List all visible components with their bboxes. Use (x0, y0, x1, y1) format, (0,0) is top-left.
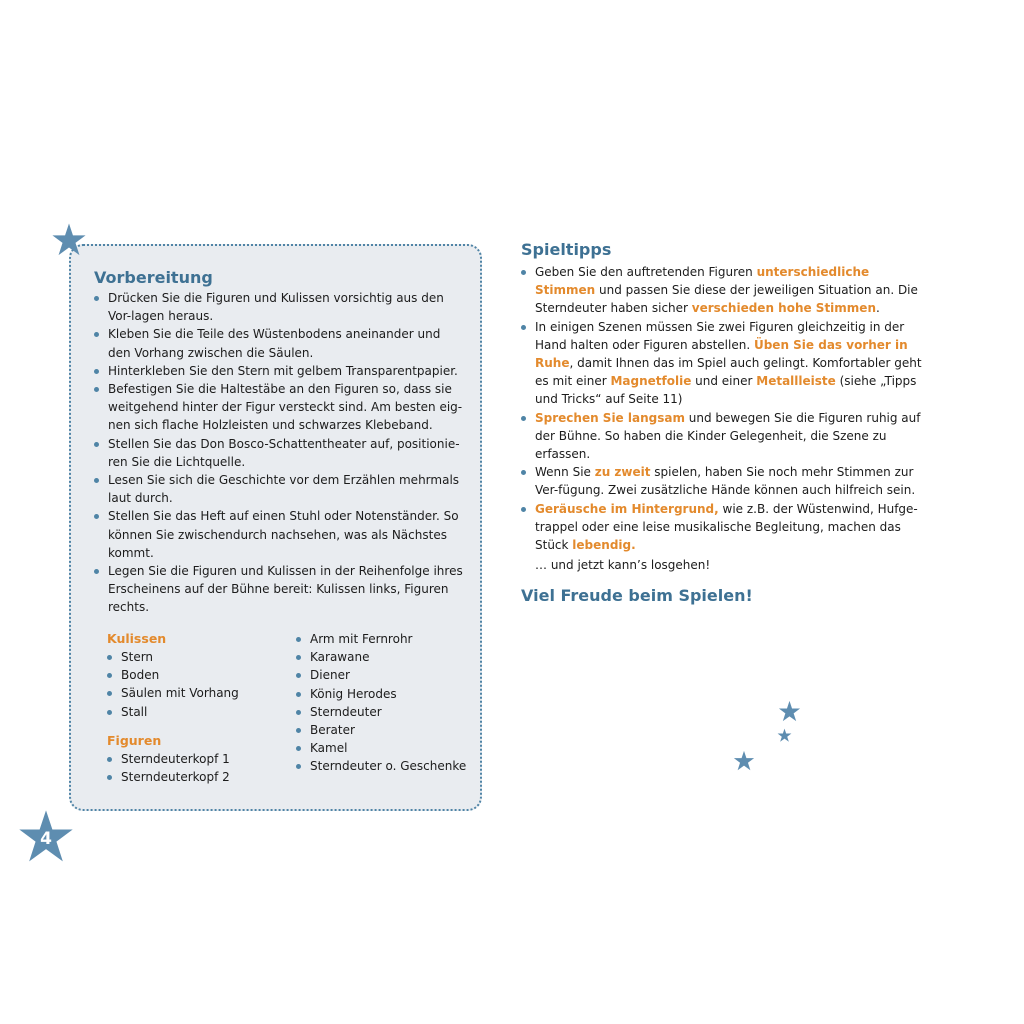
list-item: Stern (107, 648, 287, 666)
list-item: Hinterkleben Sie den Stern mit gelbem Transparentpapier. (94, 362, 466, 380)
preparation-list (94, 289, 466, 617)
list-item: Sterndeuterkopf 1 (107, 750, 287, 768)
preparation-section (94, 268, 466, 617)
star-icon (778, 700, 801, 723)
list-item: Legen Sie die Figuren und Kulissen in der Reihenfolge ihres Erscheinens auf der Bühne bereit: Kulissen links, Figuren rechts. (94, 562, 466, 617)
list-item: Sterndeuter (296, 703, 472, 721)
page-number-star (17, 808, 75, 866)
start-line: … und jetzt kann’s losgehen! (535, 558, 711, 573)
scenery-list (107, 648, 287, 721)
list-item: Lesen Sie sich die Geschichte vor dem Erzählen mehrmals laut durch. (94, 471, 466, 507)
tips-section (521, 240, 931, 605)
figures-column (296, 630, 472, 776)
list-item: Drücken Sie die Figuren und Kulissen vorsichtig aus den Vor-lagen heraus. (94, 289, 466, 325)
figures-title: Figuren (107, 732, 162, 748)
list-item: Sprechen Sie langsam und bewegen Sie die Figuren ruhig auf der Bühne. So haben die Kinder Gelegenheit, die Szene zu erfassen. (521, 409, 931, 464)
list-item: Stall (107, 703, 287, 721)
figures-list-left (107, 750, 287, 786)
tips-title: Spieltipps (521, 240, 612, 259)
list-item: Berater (296, 721, 472, 739)
preparation-title: Vorbereitung (94, 268, 213, 287)
closing-line: Viel Freude beim Spielen! (521, 586, 753, 606)
list-item: Sterndeuterkopf 2 (107, 768, 287, 786)
figures-list-right (296, 630, 472, 776)
list-item: Kleben Sie die Teile des Wüstenbodens aneinander und den Vorhang zwischen die Säulen. (94, 325, 466, 361)
list-item: Boden (107, 666, 287, 684)
list-item: In einigen Szenen müssen Sie zwei Figuren gleichzeitig in der Hand halten oder Figuren abstellen. Üben Sie das vorher in Ruhe, damit Ihnen das im Spiel auch gelingt. Komfortabler geht es mit einer Magnetfolie und einer Metallleiste (siehe „Tipps und Tricks“ auf Seite 11) (521, 318, 931, 409)
list-item: Säulen mit Vorhang (107, 684, 287, 702)
star-icon (51, 222, 87, 258)
scenery-column (107, 630, 287, 786)
list-item: Befestigen Sie die Haltestäbe an den Figuren so, dass sie weitgehend hinter der Figur versteckt sind. Am besten eig-nen sich flache Holzleisten und schwarzes Klebeband. (94, 380, 466, 435)
star-icon (733, 750, 755, 772)
list-item: Sterndeuter o. Geschenke (296, 757, 472, 775)
list-item: Arm mit Fernrohr (296, 630, 472, 648)
material-lists (107, 630, 472, 800)
list-item: Geben Sie den auftretenden Figuren unterschiedliche Stimmen und passen Sie diese der jeweiligen Situation an. Die Sterndeuter haben sicher verschieden hohe Stimmen. (521, 263, 931, 318)
list-item: Wenn Sie zu zweit spielen, haben Sie noch mehr Stimmen zur Ver-fügung. Zwei zusätzliche Hände können auch hilfreich sein. (521, 463, 931, 499)
scenery-title: Kulissen (107, 631, 167, 646)
tips-list (521, 263, 931, 554)
list-item: Diener (296, 666, 472, 684)
star-icon (777, 728, 792, 743)
list-item: Stellen Sie das Don Bosco-Schattentheater auf, positionie-ren Sie die Lichtquelle. (94, 435, 466, 471)
list-item: Geräusche im Hintergrund, wie z.B. der Wüstenwind, Hufge-trappel oder eine leise musikalische Begleitung, machen das Stück lebendig. (521, 500, 931, 555)
list-item: Kamel (296, 739, 472, 757)
list-item: Karawane (296, 648, 472, 666)
page-number: 4 (40, 829, 52, 849)
list-item: Stellen Sie das Heft auf einen Stuhl oder Notenständer. So können Sie zwischendurch nachsehen, was als Nächstes kommt. (94, 507, 466, 562)
list-item: König Herodes (296, 685, 472, 703)
